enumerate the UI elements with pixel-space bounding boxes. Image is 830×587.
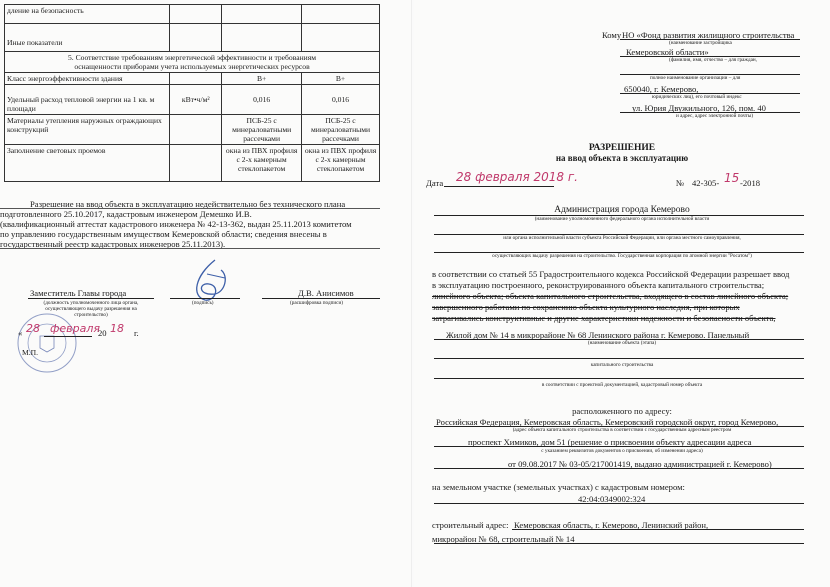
table-cell: дление на безопасность [5,5,170,24]
table-row [5,24,380,52]
object-caption-2: капитального строительства [590,362,654,368]
official-name: Д.В. Анисимов [298,288,354,298]
number-prefix: 42-305- [692,178,720,188]
to-caption: (наименование застройщика [669,40,732,46]
table-cell: Класс энергоэффективности здания [5,73,170,85]
address-1: 650040, г. Кемерово, [624,84,699,94]
object-caption-3: в соответствии с проектной документацией, кадастровый номер объекта [541,382,703,388]
number-label: № [676,178,685,188]
to-value: НО «Фонд развития жилищного строительства [622,30,795,40]
authority-caption-3: осуществляющих выдачу разрешения на строительство. Государственная корпорация по атомной энергии "Росатом") [492,253,752,259]
name-caption: (расшифровка подписи) [290,300,343,306]
right-page [414,0,830,587]
body-line: линейного объекта; объекта капитального строительства, входящего в состав линейного объекта; [432,291,789,301]
section-title: 5. Соответствие требованиям энергетической эффективности и требованиям оснащенности приборами учета используемых энергетических ресурсов [5,52,380,73]
number-suffix: -2018 [740,178,761,188]
located-label: расположенного по адресу: [572,406,672,416]
object-caption: (наименование объекта (этапа) [587,340,657,346]
date-month: февраля [50,322,101,335]
table-cell: кВт•ч/м² [170,85,222,115]
signature-caption: (подпись) [192,300,214,306]
position-caption: (должность уполномоченного лица органа, осуществляющего выдачу разрешения на строительство) [43,300,139,318]
note-line: Разрешение на ввод объекта в эксплуатацию недействительно без технического плана [30,199,346,209]
note-line: государственный реестр кадастровых инженеров 25.11.2013). [0,239,226,249]
table-cell: 0,016 [222,85,302,115]
land-label: на земельном участке (земельных участках) с кадастровым номером: [432,482,685,492]
to-label: Кому [602,30,622,40]
table-cell: окна из ПВХ профиля с 2-х камерным стеклопакетом [302,145,380,182]
date-label: Дата [426,178,444,188]
address-caption-2: и адрес, адрес электронной почты) [676,113,754,119]
address-line-3: от 09.08.2017 № 03-05/217001419, выдано администрацией г. Кемерово) [508,459,772,469]
body-line: завершенного работами по сохранению объекта культурного наследия, при которых [432,302,740,312]
position-label: Заместитель Главы города [30,288,127,298]
body-line: затрагивались конструктивные и другие характеристики надежности и безопасности объекта, [432,313,776,323]
date-year: 18 [110,322,124,335]
table-cell: Материалы утепления наружных ограждающих конструкций [5,115,170,145]
doc-title: РАЗРЕШЕНИЕ [588,143,656,153]
note-line: по управлению государственным имуществом Кемеровской области; сведения внесены в [0,229,327,239]
object-name: Жилой дом № 14 в микрорайоне № 68 Ленинского района г. Кемерово. Панельный [446,330,750,340]
table-cell: 0,016 [302,85,380,115]
address-line-2: проспект Химиков, дом 51 (решение о присвоении объекту адресации адреса [468,437,752,447]
authority-caption-2: или органа исполнительной власти субъекта Российской Федерации, или органа местного самоуправления, [503,235,741,241]
table-cell: Иные показатели [5,24,170,52]
specs-table [4,4,380,182]
authority-caption: (наименование уполномоченного федерального органа исполнительной власти [534,216,710,222]
date-prefix: « [18,328,23,338]
table-row [5,115,380,145]
left-page [0,0,412,587]
date-year-prefix: 20 [98,328,107,338]
note-line: подготовленного 25.10.2017, кадастровым инженером Демешко И.В. [0,209,252,219]
table-cell: ПСБ-25 с минераловатными рассечками [302,115,380,145]
number-mid: 15 [724,171,740,185]
body-line: в эксплуатацию построенного, реконструированного объекта капитального строительства; [432,280,765,290]
table-cell: Удельный расход тепловой энергии на 1 кв. м площади [5,85,170,115]
doc-subtitle: на ввод объекта в эксплуатацию [555,153,689,163]
address-line-2-caption: с указанием реквизитов документов о присвоении, об изменении адреса) [541,448,703,454]
table-cell: Заполнение световых проемов [5,145,170,182]
date-suffix: г. [134,328,139,338]
table-cell: ПСБ-25 с минераловатными рассечками [222,115,302,145]
build-address-value: Кемеровская область, г. Кемерово, Ленинский район, [514,520,709,530]
to-caption-3: полное наименование организации – для [650,75,741,81]
note-line: (квалификационный аттестат кадастрового инженера № 42-13-362, выдан 25.11.2013 комитетом [0,219,352,229]
table-cell: окна из ПВХ профиля с 2-х камерным стеклопакетом [222,145,302,182]
address-2: ул. Юрия Двужильного, 126, пом. 40 [632,103,766,113]
to-caption-2: (фамилия, имя, отчество – для граждан, [669,57,757,63]
table-row [5,145,380,182]
land-value: 42:04:0349002:324 [578,494,646,504]
table-cell: В+ [302,73,380,85]
build-address-value-2: микрорайон № 68, строительный № 14 [432,534,575,544]
section-row [5,52,380,73]
table-row [5,73,380,85]
build-address-label: строительный адрес: [432,520,509,530]
address-caption: юридических лиц), его почтовый индекс [652,94,742,100]
body-line: в соответствии со статьей 55 Градостроительного кодекса Российской Федерации разрешает ввод [432,269,790,279]
date-day: 28 [26,322,40,335]
date-handwritten: 28 февраля 2018 г. [456,170,578,184]
address-line-1: Российская Федерация, Кемеровская область, Кемеровский городской округ, город Кемерово, [436,417,779,427]
table-row [5,5,380,24]
to-value-2: Кемеровской области» [626,47,709,57]
table-row [5,85,380,115]
address-line-1-caption: (адрес объекта капитального строительства в соответствии с государственным адресным реестром [512,427,732,433]
table-cell: В+ [222,73,302,85]
authority-name: Администрация города Кемерово [554,205,690,215]
stamp-label: М.П. [22,348,39,357]
